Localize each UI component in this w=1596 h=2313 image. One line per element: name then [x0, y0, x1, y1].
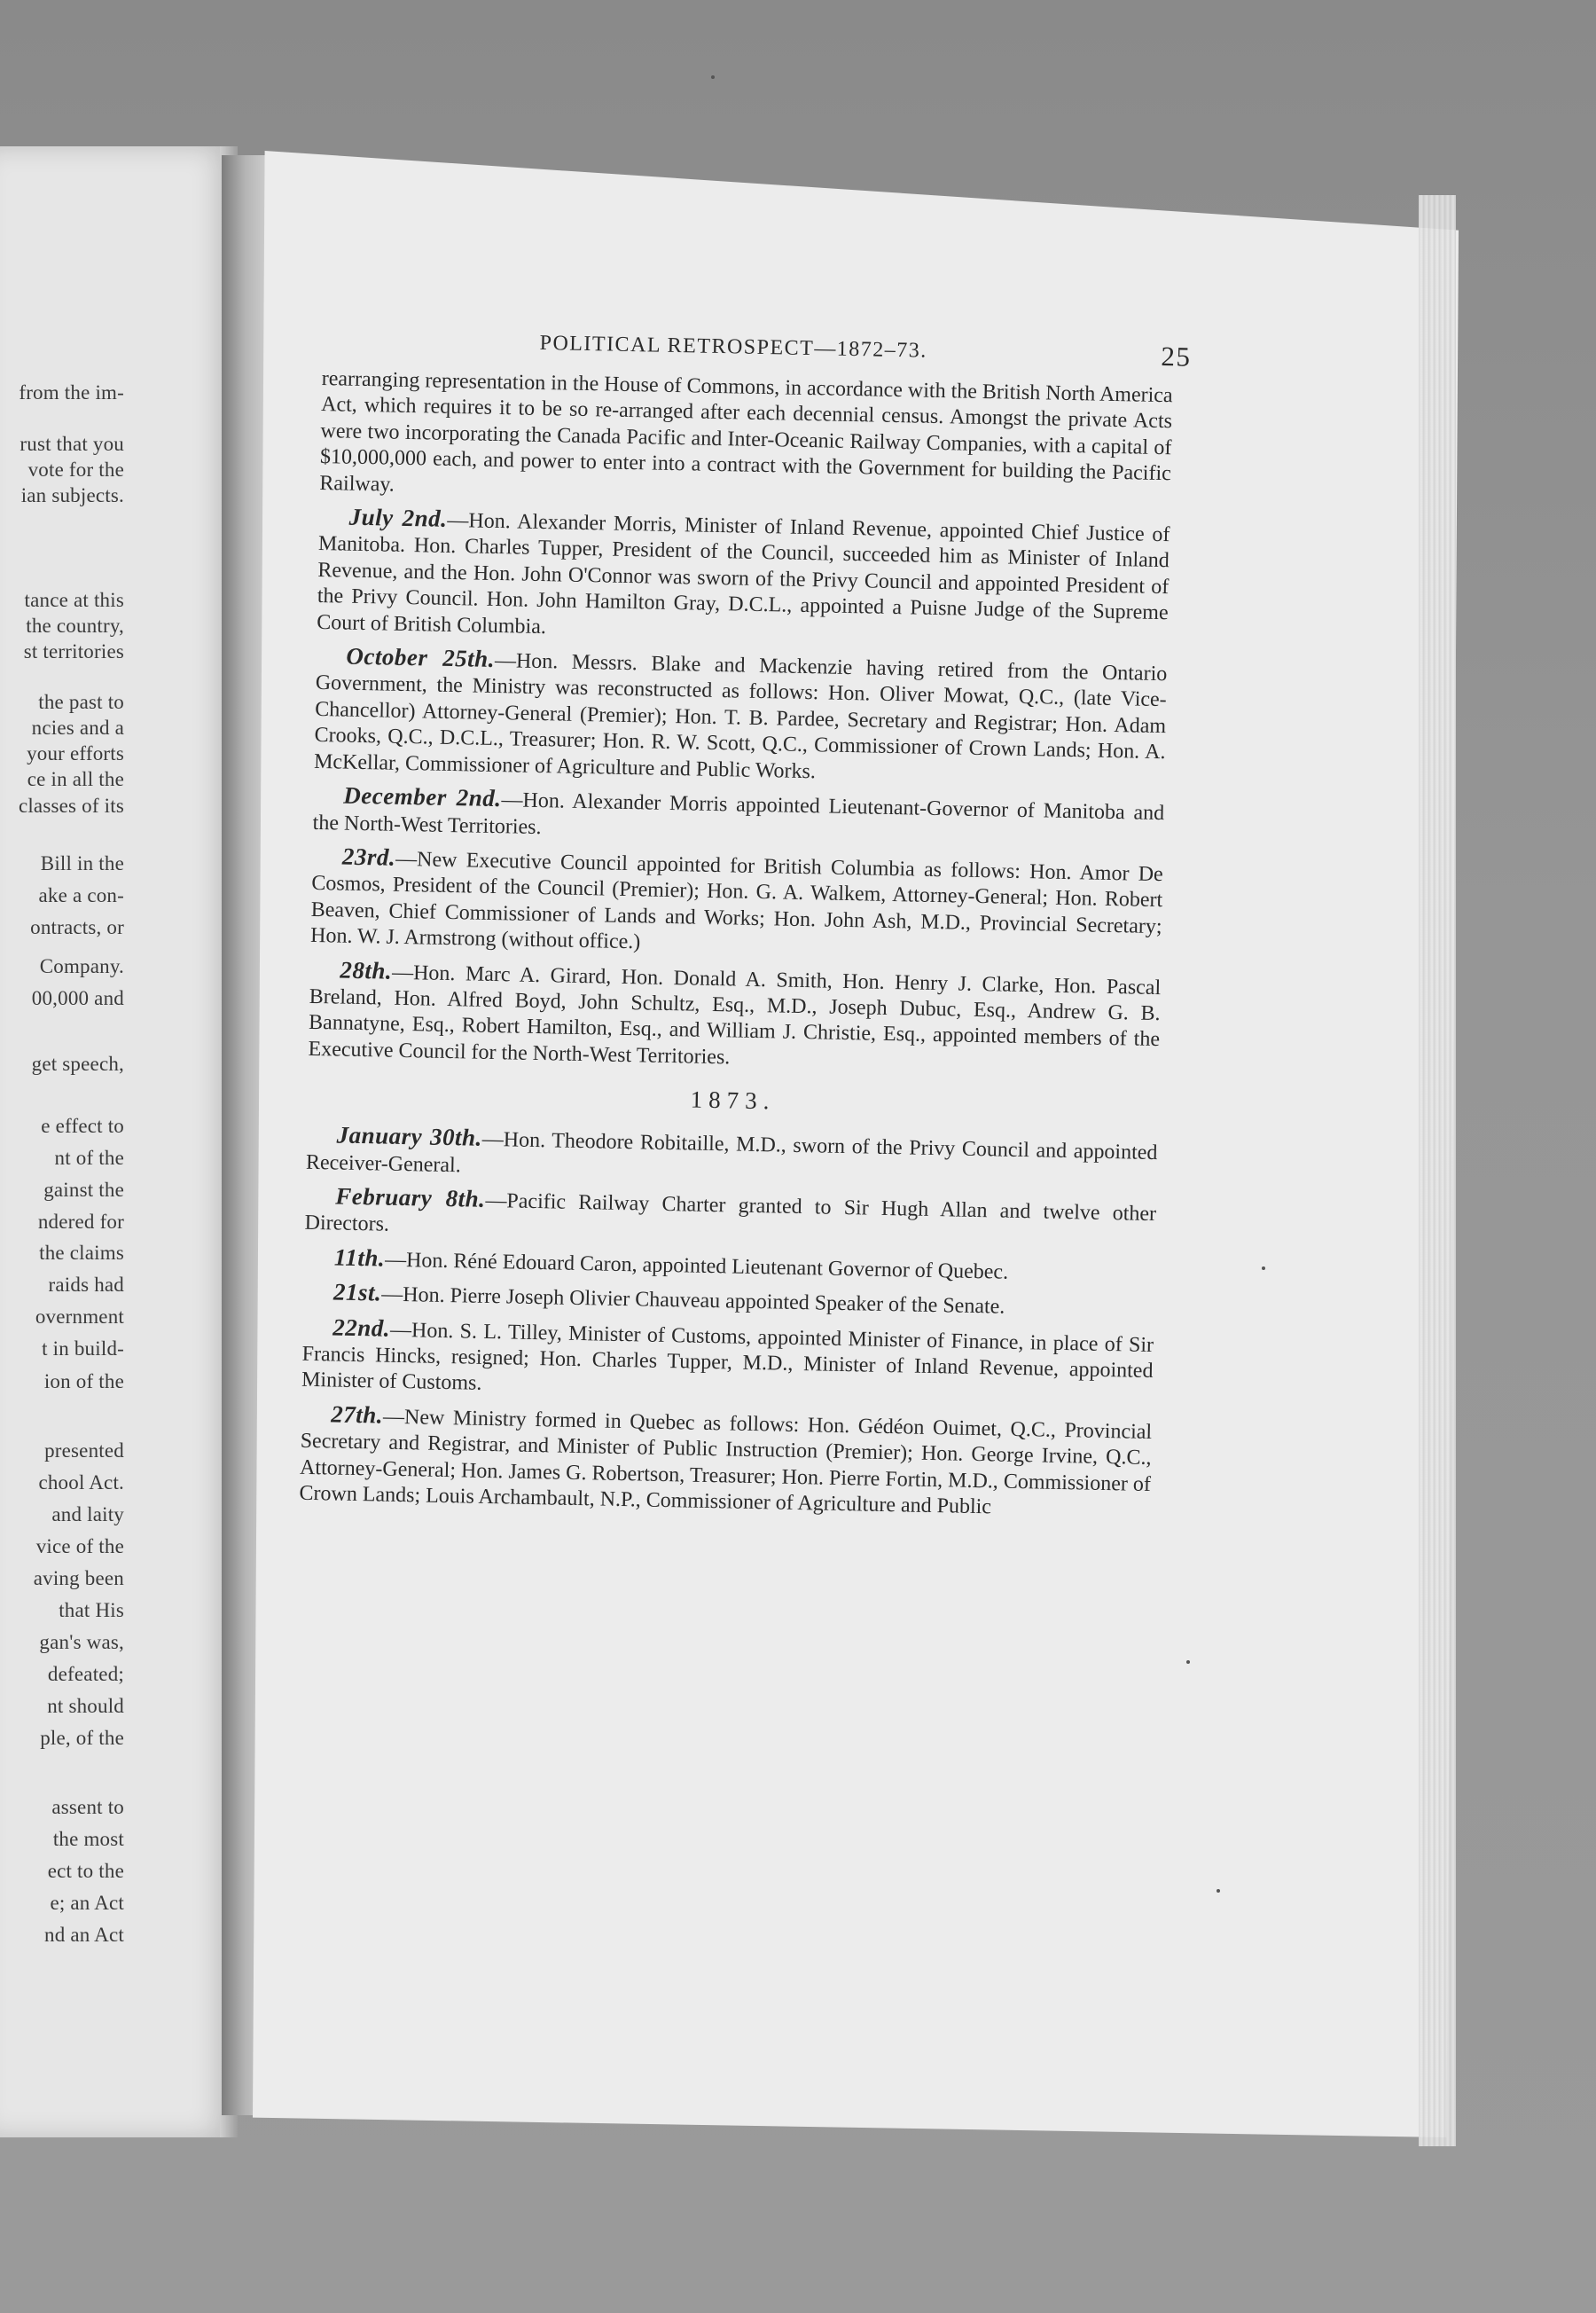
left-page-line: vice of the — [35, 1535, 124, 1557]
left-page-line: from the im- — [19, 381, 124, 404]
paragraph-indent — [312, 864, 342, 865]
paragraph-indent — [313, 803, 343, 804]
entry-date: February 8th. — [334, 1182, 486, 1212]
entry-date: January 30th. — [336, 1121, 483, 1151]
left-page-line: that His — [59, 1599, 124, 1621]
chronology-entry — [319, 366, 1173, 514]
entry-text: —Hon. Alexander Morris, Minister of Inland Revenue, appointed Chief Justice of Manitoba. Hon. Charles Tupper, President of the Council, succeeded him as Minister of Inland Revenue, and the Hon. John O'Connor was sworn of the Privy Council and appointed President of the Privy Council. Hon. John Hamilton Gray, D.C.L., appointed a Puisne Judge of the Supreme Court of British Columbia. — [316, 508, 1170, 639]
paragraph-indent — [301, 1422, 331, 1423]
left-page-line: ndered for — [37, 1211, 124, 1233]
left-page-line: ple, of the — [40, 1727, 124, 1749]
paragraph-indent — [303, 1299, 333, 1300]
left-page-line: classes of its — [18, 795, 124, 817]
left-page-line: nt of the — [54, 1147, 124, 1169]
page-text-block — [299, 324, 1192, 1531]
left-page-line: defeated; — [47, 1663, 124, 1685]
left-page-line: e; an Act — [50, 1892, 124, 1914]
paragraph-indent — [318, 524, 348, 525]
left-page-line: e effect to — [41, 1115, 124, 1137]
left-page-line: your efforts — [27, 742, 124, 764]
left-page-line: and laity — [51, 1503, 124, 1525]
year-heading: 1873. — [690, 1086, 776, 1115]
left-page-line: Bill in the — [40, 852, 124, 874]
paragraph-indent — [316, 663, 346, 664]
left-page-line: ake a con- — [38, 884, 124, 906]
left-page-line: the most — [52, 1828, 124, 1850]
left-page-line: ontracts, or — [30, 916, 124, 938]
left-page-line: rust that you — [20, 433, 124, 455]
left-page-line: ce in all the — [27, 768, 124, 790]
left-page-line: gainst the — [43, 1179, 124, 1201]
left-page-line: assent to — [51, 1796, 124, 1818]
page-number: 25 — [1161, 340, 1192, 372]
entries-1872-list — [308, 366, 1173, 1079]
entry-date: 27th. — [331, 1400, 384, 1429]
dust-speck — [1262, 1266, 1265, 1270]
chronology-entry — [299, 1401, 1152, 1525]
left-page-line: t in build- — [42, 1337, 124, 1360]
paragraph-indent — [302, 1334, 332, 1335]
entry-text: —Hon. Messrs. Blake and Mackenzie having retired from the Ontario Government, the Ministry was reconstructed as follows: Hon. Oliver Mowat, Q.C., (late Vice-Chancellor) Attorney-General (Premier); Hon. T. B. Pardee, Secretary and Registrar; Hon. Adam Crooks, Q.C., D.C.L., Treasurer; Hon. R. W. Scott, Q.C., Commissioner of Crown Lands; Hon. A. McKellar, Commissioner of Agriculture and Public Works. — [313, 649, 1168, 783]
chronology-entry — [310, 843, 1163, 967]
entry-date: 23rd. — [341, 843, 396, 871]
left-page-line: ian subjects. — [20, 484, 124, 506]
entry-date: 11th. — [333, 1243, 386, 1272]
chronology-entry — [317, 504, 1170, 653]
chronology-entry — [312, 782, 1164, 853]
left-page-line: aving been — [33, 1567, 124, 1589]
left-page-line: vote for the — [27, 459, 124, 481]
left-page-line: the past to — [38, 691, 124, 713]
left-page-line: get speech, — [31, 1053, 124, 1075]
entry-text: —Hon. Pierre Joseph Olivier Chauveau appointed Speaker of the Senate. — [381, 1282, 1005, 1319]
left-page-line: ect to the — [47, 1860, 124, 1882]
entry-date: October 25th. — [346, 642, 496, 673]
paragraph-indent — [309, 976, 340, 977]
left-page-line: tance at this — [24, 589, 124, 611]
entry-date: 22nd. — [332, 1313, 391, 1342]
left-page-line: presented — [44, 1439, 124, 1462]
left-page-line: nt should — [47, 1695, 124, 1717]
dust-speck — [1217, 1889, 1220, 1893]
entry-text: —Pacific Railway Charter granted to Sir Hugh Allan and twelve other Directors. — [304, 1188, 1157, 1237]
chronology-entry — [306, 1122, 1158, 1193]
left-page-line: ion of the — [43, 1370, 124, 1392]
chronology-entry — [314, 643, 1168, 792]
page-stack-edge — [1419, 195, 1456, 2146]
entry-text: rearranging representation in the House of Commons, in accordance with the British North America Act, which requires it to be so re-arranged after each decennial census. Amongst the private Acts were two incorporating the Canada Pacific and Inter-Oceanic Railway Companies, with a capital of $10,000,000 each, and power to enter into a contract with the Government for building the Pacific Railway. — [319, 366, 1173, 497]
left-page-line: st territories — [23, 640, 124, 663]
entry-text: —Hon. Alexander Morris appointed Lieutenant-Governor of Manitoba and the North-West Territories. — [312, 788, 1165, 839]
entry-date: December 2nd. — [343, 781, 502, 812]
entry-date: July 2nd. — [348, 503, 448, 532]
paragraph-indent — [304, 1265, 334, 1266]
left-page-line: the claims — [39, 1242, 124, 1264]
chronology-entry — [301, 1313, 1154, 1410]
left-page-line: the country, — [26, 615, 124, 637]
entry-date: 21st. — [332, 1278, 382, 1306]
entry-text: —New Executive Council appointed for British Columbia as follows: Hon. Amor De Cosmos, President of the Council (Premier); Hon. G. A. Walkem, Attorney-General; Hon. Robert Beaven, Chief Commissioner of Lands and Works; Hon. John Ash, M.D., Provincial Secretary; Hon. W. J. Armstrong (without office.) — [309, 847, 1163, 954]
left-page-line: chool Act. — [38, 1471, 124, 1494]
entry-text: —Hon. Marc A. Girard, Hon. Donald A. Smith, Hon. Henry J. Clarke, Hon. Pascal Breland, Hon. Alfred Boyd, John Schultz, Esq., M.D., Joseph Dubuc, Esq., Andrew G. B. Bannatyne, Esq., Robert Hamilton, Esq., and William J. Christie, Esq., appointed members of the Executive Council for the North-West Territories. — [308, 960, 1162, 1070]
running-head-title: POLITICAL RETROSPECT—1872–73. — [539, 331, 928, 363]
entry-text: —Hon. Réné Edouard Caron, appointed Lieutenant Governor of Quebec. — [384, 1248, 1009, 1284]
left-page-line: gan's was, — [39, 1631, 124, 1653]
left-page-line: nd an Act — [44, 1924, 124, 1946]
dust-speck — [711, 75, 715, 79]
entry-text: —New Ministry formed in Quebec as follows: Hon. Gédéon Ouimet, Q.C., Provincial Secretary and Registrar, and Minister of Public Instruction (Premier); Hon. George Irvine, Q.C., Attorney-General; Hon. James G. Robertson, Treasurer; Hon. Pierre Fortin, M.D., Commissioner of Crown Lands; Louis Archambault, N.P., Commissioner of Agriculture and Public — [299, 1405, 1153, 1519]
entry-text: —Hon. S. L. Tilley, Minister of Customs, appointed Minister of Finance, in place of Sir Francis Hincks, resigned; Hon. Charles Tupper, M.D., Minister of Inland Revenue, appointed Minister of Customs. — [301, 1318, 1154, 1396]
chronology-entry — [304, 1183, 1156, 1254]
chronology-entry — [308, 956, 1161, 1079]
paragraph-indent — [306, 1142, 336, 1143]
left-page-line: raids had — [48, 1274, 124, 1296]
left-page-line: overnment — [35, 1305, 124, 1328]
left-page-line: 00,000 and — [31, 987, 124, 1009]
dust-speck — [1186, 1660, 1190, 1664]
entry-date: 28th. — [340, 956, 393, 984]
left-page-line: ncies and a — [31, 717, 124, 739]
left-page-line: Company. — [39, 955, 124, 977]
entries-1873-list — [299, 1122, 1158, 1524]
entry-text: —Hon. Theodore Robitaille, M.D., sworn of the Privy Council and appointed Receiver-General. — [305, 1127, 1158, 1177]
